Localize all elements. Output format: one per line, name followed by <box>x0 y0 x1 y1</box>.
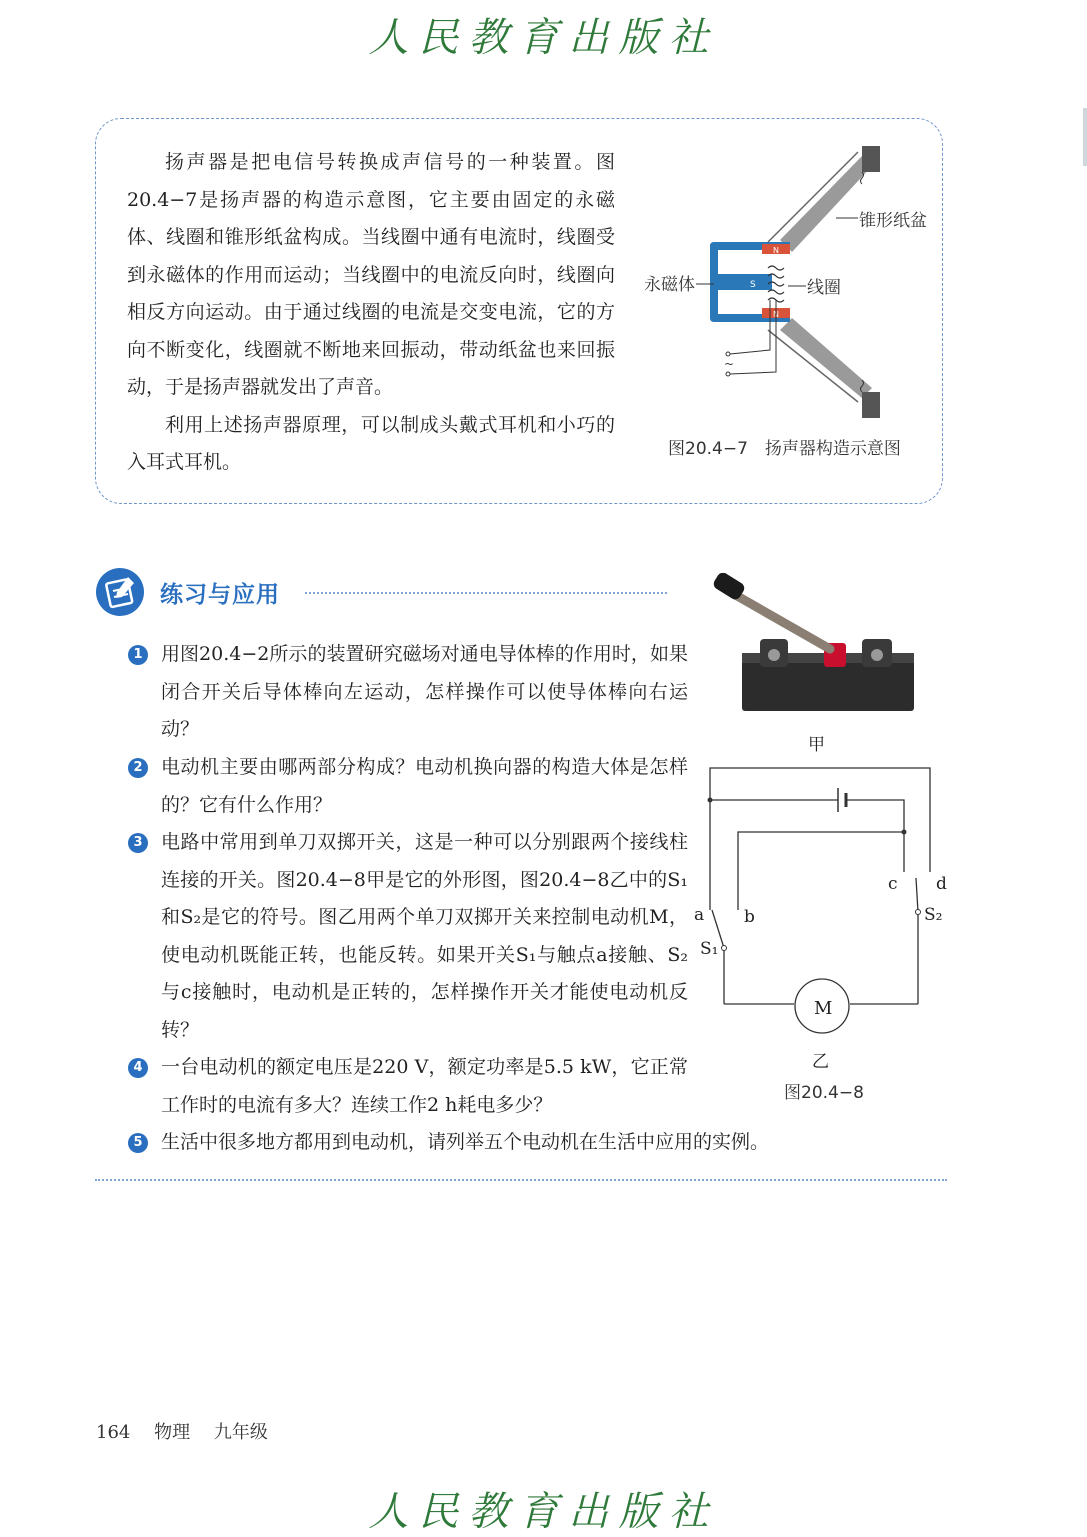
pole-s-label: S <box>750 280 756 290</box>
figure2-label-yi: 乙 <box>812 1052 829 1072</box>
exercise-number-5: 5 <box>128 1133 148 1153</box>
contact-a: a <box>694 905 705 925</box>
ac-symbol: ~ <box>724 357 735 371</box>
exercise-icon <box>95 567 145 617</box>
exercise-text-1: 用图20.4−2所示的装置研究磁场对通电导体棒的作用时，如果闭合开关后导体棒向左运动，怎样操作可以使导体棒向右运动？ <box>161 643 688 740</box>
knife-switch-photo <box>712 573 917 713</box>
exercise-number-4: 4 <box>128 1058 148 1078</box>
label-cone: 锥形纸盆 <box>859 211 927 231</box>
section-divider <box>305 592 667 594</box>
page-footer <box>96 1418 286 1444</box>
exercise-item-5 <box>128 1124 948 1162</box>
pole-n-top-label: N <box>773 246 779 255</box>
cone-lower <box>780 318 872 398</box>
pole-n-bottom-label: N <box>773 310 779 319</box>
label-magnet: 永磁体 <box>644 275 695 295</box>
rim-bottom <box>862 392 880 418</box>
reading-paragraph-1: 扬声器是把电信号转换成声信号的一种装置。图20.4−7是扬声器的构造示意图，它主要由固定的永磁体、线圈和锥形纸盆构成。当线圈中通有电流时，线圈受到永磁体的作用而运动；当线圈中的电流反向时，线圈向相反方向运动。由于通过线圈的电流是交变电流，它的方向不断变化，线圈就不断地来回振动，带动纸盆也来回振动，于是扬声器就发出了声音。 <box>127 151 615 398</box>
reading-paragraph-2: 利用上述扬声器原理，可以制成头戴式耳机和小巧的入耳式耳机。 <box>127 413 615 473</box>
figure1-caption: 图20.4−7 扬声器构造示意图 <box>668 439 901 459</box>
label-coil: 线圈 <box>807 278 841 298</box>
exercise-text-4: 一台电动机的额定电压是220 V，额定功率是5.5 kW，它正常工作时的电流有多大？连续工作2 h耗电多少？ <box>161 1056 688 1116</box>
contact-d: d <box>936 874 947 894</box>
page-number: 164 <box>96 1422 131 1443</box>
section-title: 练习与应用 <box>160 582 280 608</box>
cone-upper <box>780 156 872 252</box>
exercise-text-5: 生活中很多地方都用到电动机，请列举五个电动机在生活中应用的实例。 <box>161 1131 770 1153</box>
magnet-core <box>718 274 772 290</box>
exercise-item-4 <box>128 1049 688 1124</box>
reading-text <box>127 144 615 482</box>
loudspeaker-diagram <box>640 140 940 430</box>
exercise-text-3: 电路中常用到单刀双掷开关，这是一种可以分别跟两个接线柱连接的开关。图20.4−8甲是它的外形图，图20.4−8乙中的S₁和S₂是它的符号。图乙用两个单刀双掷开关来控制电动机M，使电动机既能正转，也能反转。如果开关S₁与触点a接触、S₂与c接触时，电动机是正转的，怎样操作开关才能使电动机反转？ <box>161 831 688 1041</box>
motor-label: M <box>814 998 833 1019</box>
footer-subject: 物理 <box>154 1422 191 1443</box>
motor-circuit-diagram <box>690 760 960 1050</box>
exercise-number-1: 1 <box>128 645 148 665</box>
switch-s1: S₁ <box>700 939 719 959</box>
exercise-number-2: 2 <box>128 758 148 778</box>
exercise-item-3 <box>128 824 688 1049</box>
figure2-caption: 图20.4−8 <box>784 1083 864 1103</box>
exercise-number-3: 3 <box>128 833 148 853</box>
switch-s2: S₂ <box>924 905 943 925</box>
publisher-watermark-top: 人民教育出版社 <box>368 15 719 61</box>
exercise-item-2 <box>128 749 688 824</box>
rim-top <box>862 146 880 172</box>
publisher-watermark-bottom: 人民教育出版社 <box>368 1489 719 1535</box>
section-end-divider <box>95 1179 947 1181</box>
figure2-label-jia: 甲 <box>808 735 825 755</box>
contact-b: b <box>744 907 755 927</box>
exercise-item-1 <box>128 636 688 749</box>
contact-c: c <box>888 874 898 894</box>
footer-grade: 九年级 <box>213 1422 268 1443</box>
page-edge-tab <box>1083 108 1087 166</box>
exercise-text-2: 电动机主要由哪两部分构成？电动机换向器的构造大体是怎样的？它有什么作用？ <box>161 756 688 816</box>
